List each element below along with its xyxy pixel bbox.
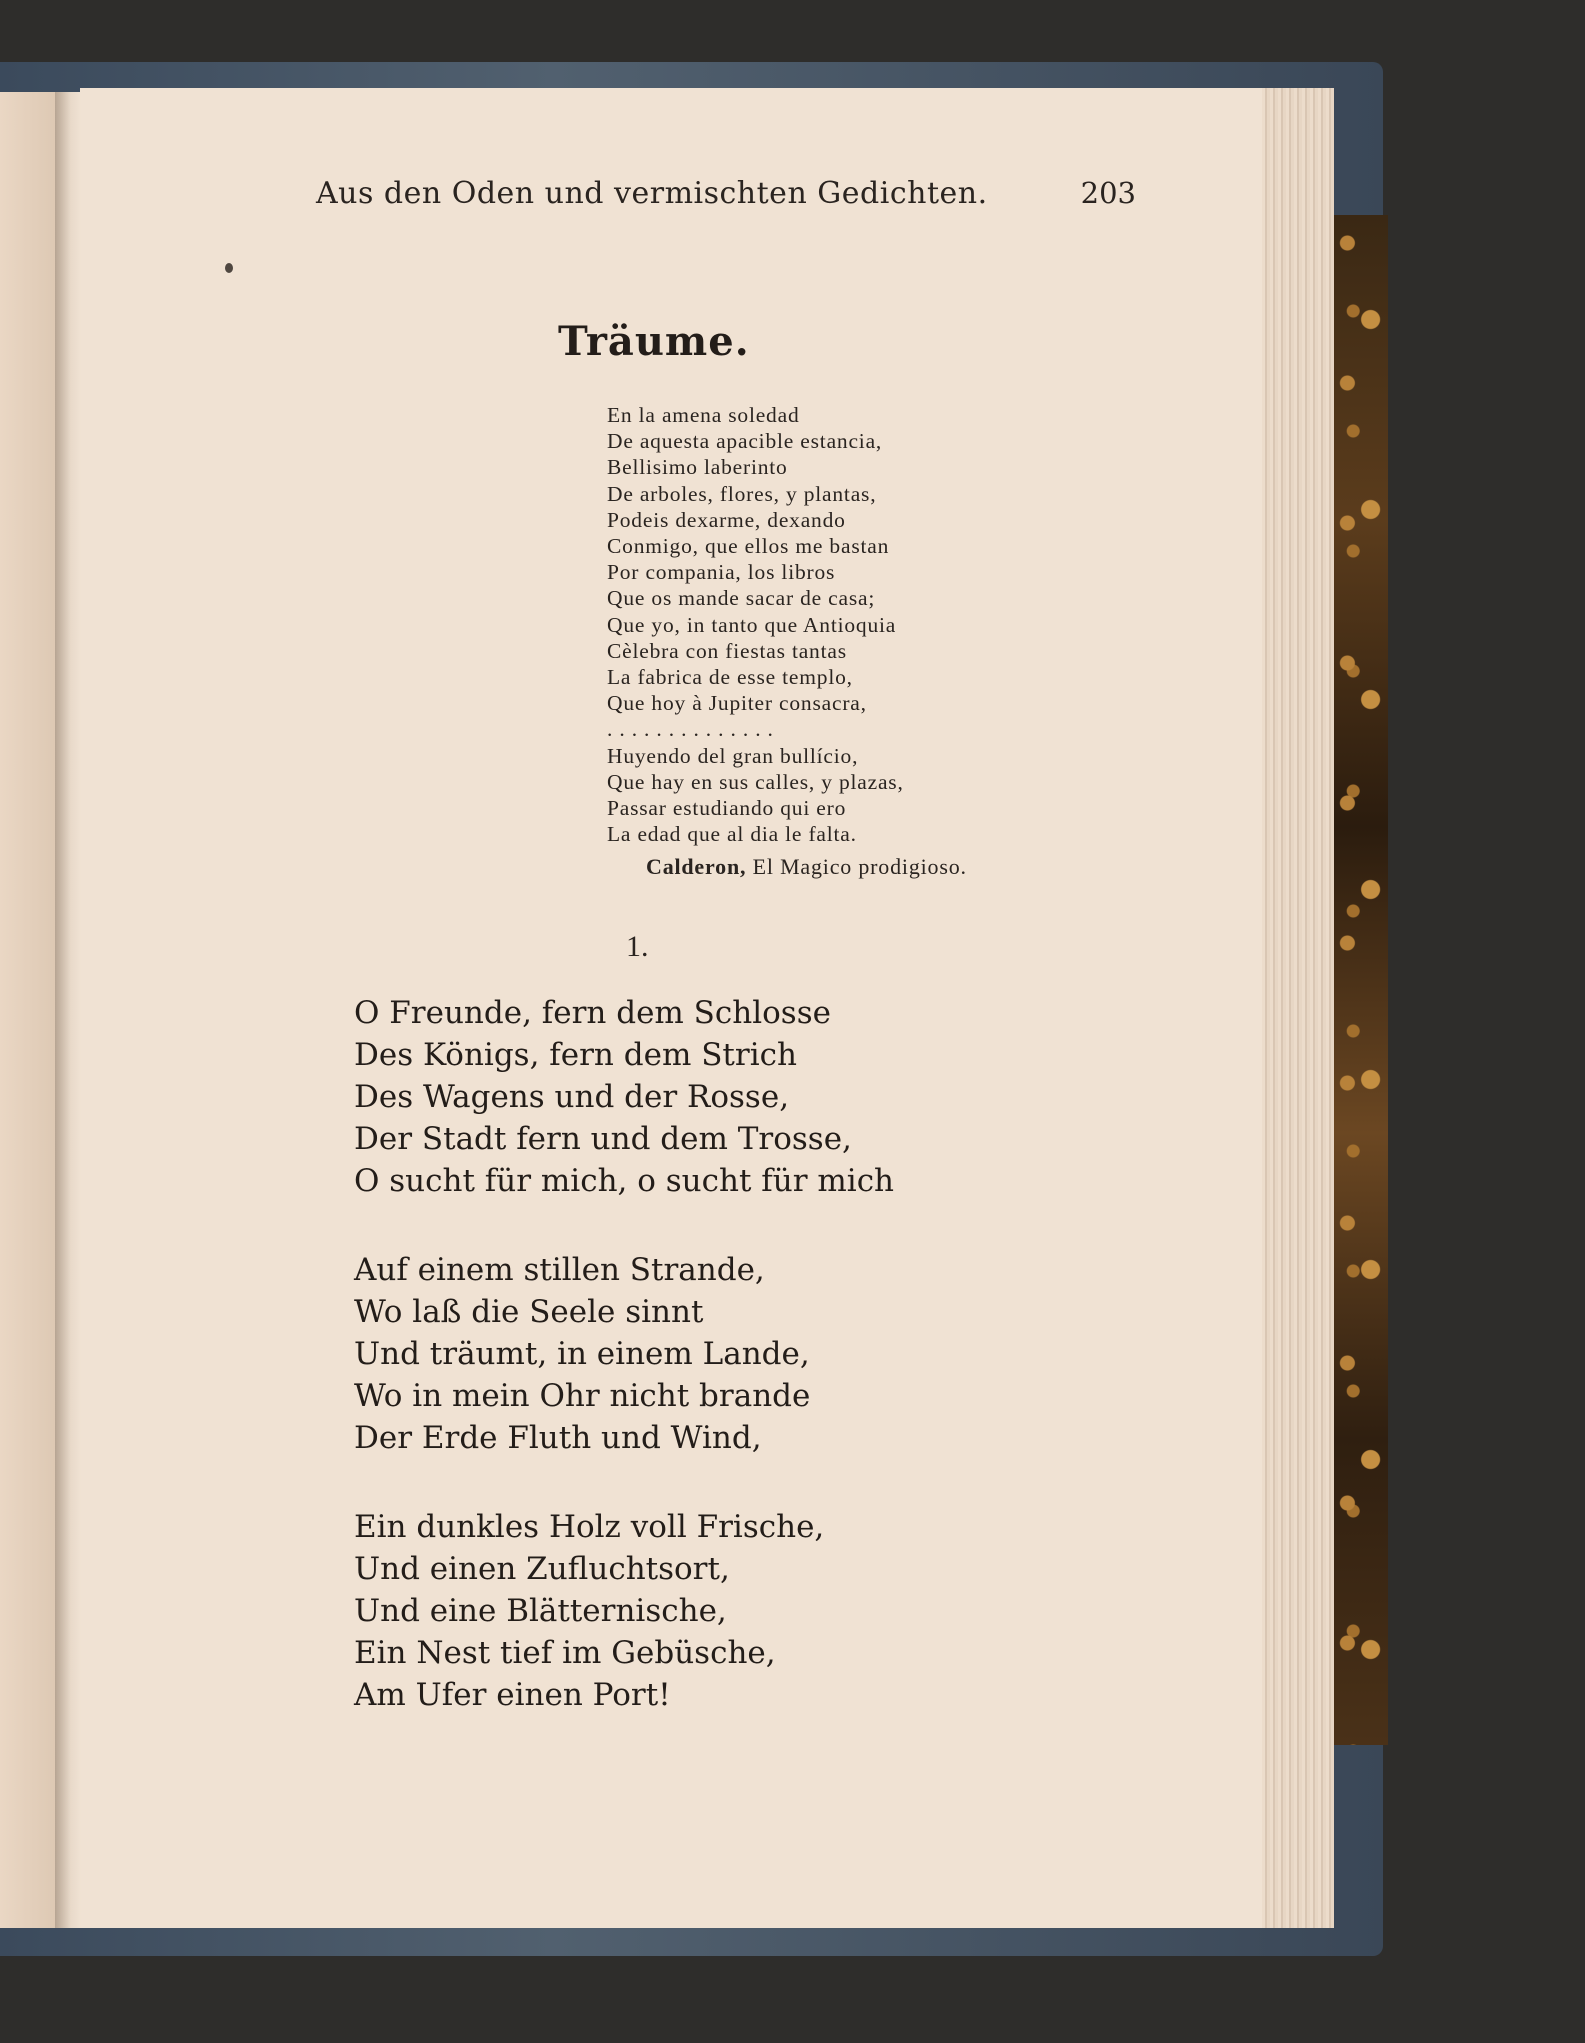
verse-line: Und eine Blätternische,: [354, 1593, 727, 1629]
verse-line: Des Wagens und der Rosse,: [354, 1079, 790, 1115]
verse-line: Der Erde Fluth und Wind,: [354, 1420, 762, 1456]
epigraph-work: El Magico prodigioso.: [752, 854, 967, 879]
verse-line: Auf einem stillen Strande,: [354, 1252, 765, 1288]
page-number: 203: [1080, 176, 1136, 210]
verse-line: Der Stadt fern und dem Trosse,: [354, 1121, 852, 1157]
epigraph-line: Cèlebra con fiestas tantas: [607, 638, 847, 663]
verse-line: Des Königs, fern dem Strich: [354, 1037, 797, 1073]
epigraph-ellipsis: . . . . . . . . . . . . . .: [607, 717, 774, 742]
epigraph-line: Que hay en sus calles, y plazas,: [607, 769, 904, 794]
epigraph-line: Que os mande sacar de casa;: [607, 586, 876, 611]
section-number: 1.: [626, 930, 649, 963]
stanza-2: [354, 1249, 894, 1459]
verse-line: O Freunde, fern dem Schlosse: [354, 995, 831, 1031]
poem-title: Träume.: [558, 318, 750, 365]
page-header: [316, 172, 1136, 222]
epigraph-line: De arboles, flores, y plantas,: [607, 481, 877, 506]
epigraph-line: Que hoy à Jupiter consacra,: [607, 691, 867, 716]
epigraph-line: Conmigo, que ellos me bastan: [607, 534, 890, 559]
verse-line: Am Ufer einen Port!: [354, 1677, 671, 1713]
stanza-1: [354, 992, 894, 1202]
epigraph-line: De aquesta apacible estancia,: [607, 429, 883, 454]
marbled-cover-edge: [1330, 215, 1388, 1745]
ink-speck: [225, 263, 233, 273]
running-head: Aus den Oden und vermischten Gedichten.: [316, 176, 988, 211]
epigraph-line: La fabrica de esse templo,: [607, 665, 853, 690]
left-page-edge: [0, 92, 62, 1928]
epigraph-author: Calderon,: [646, 854, 747, 879]
epigraph-line: La edad que al dia le falta.: [607, 822, 857, 847]
epigraph-attribution: [646, 854, 967, 880]
poem-body: [354, 992, 894, 1763]
epigraph-line: Passar estudiando qui ero: [607, 796, 847, 821]
epigraph-line: Que yo, in tanto que Antioquia: [607, 612, 897, 637]
epigraph-line: Por compania, los libros: [607, 560, 836, 585]
epigraph-line: Huyendo del gran bullício,: [607, 743, 859, 768]
verse-line: Und träumt, in einem Lande,: [354, 1336, 810, 1372]
epigraph: [607, 402, 904, 847]
verse-line: O sucht für mich, o sucht für mich: [354, 1163, 895, 1199]
epigraph-line: En la amena soledad: [607, 403, 800, 427]
verse-line: Ein dunkles Holz voll Frische,: [354, 1509, 825, 1545]
page-stack-edge: [1262, 88, 1334, 1928]
verse-line: Wo laß die Seele sinnt: [354, 1294, 704, 1330]
stanza-3: [354, 1506, 894, 1716]
verse-line: Wo in mein Ohr nicht brande: [354, 1378, 811, 1414]
epigraph-line: Bellisimo laberinto: [607, 455, 788, 480]
verse-line: Und einen Zufluchtsort,: [354, 1551, 730, 1587]
epigraph-line: Podeis dexarme, dexando: [607, 507, 846, 532]
verse-line: Ein Nest tief im Gebüsche,: [354, 1635, 776, 1671]
book-gutter: [55, 92, 81, 1928]
